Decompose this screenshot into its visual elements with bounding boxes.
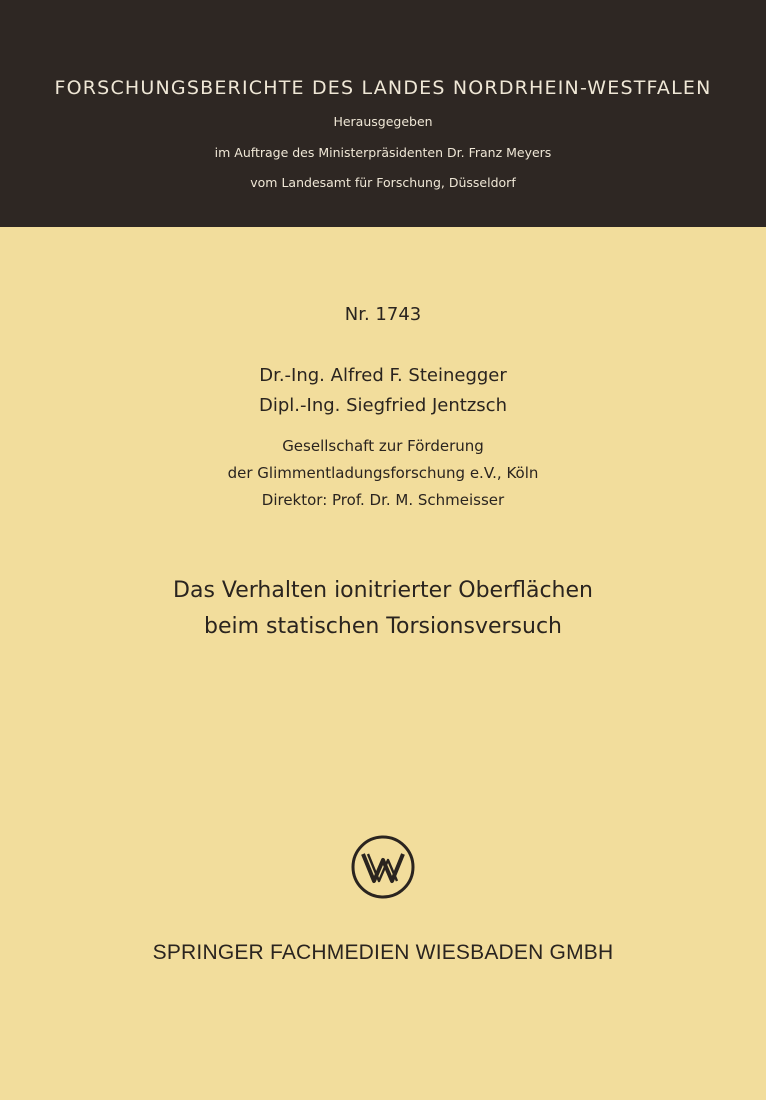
author-2: Dipl.-Ing. Siegfried Jentzsch — [259, 395, 507, 416]
series-header — [0, 0, 766, 227]
title-line-1: Das Verhalten ionitrierter Oberflächen — [173, 578, 593, 603]
institution-line-3: Direktor: Prof. Dr. M. Schmeisser — [261, 491, 505, 509]
publisher-name: SPRINGER FACHMEDIEN WIESBADEN GMBH — [152, 941, 614, 964]
header-line-1: Herausgegeben — [333, 114, 433, 129]
header-line-2: im Auftrage des Ministerpräsidenten Dr. Franz Meyers — [214, 145, 552, 160]
title-line-2: beim statischen Torsionsversuch — [203, 614, 562, 639]
header-line-3: vom Landesamt für Forschung, Düsseldorf — [250, 175, 516, 190]
institution-line-1: Gesellschaft zur Förderung — [282, 437, 484, 455]
author-1: Dr.-Ing. Alfred F. Steinegger — [259, 365, 507, 386]
report-number: Nr. 1743 — [344, 304, 422, 325]
publisher-logo-icon — [350, 834, 416, 900]
institution-line-2: der Glimmentladungsforschung e.V., Köln — [227, 464, 539, 482]
series-title: FORSCHUNGSBERICHTE DES LANDES NORDRHEIN-WESTFALEN — [54, 77, 712, 99]
